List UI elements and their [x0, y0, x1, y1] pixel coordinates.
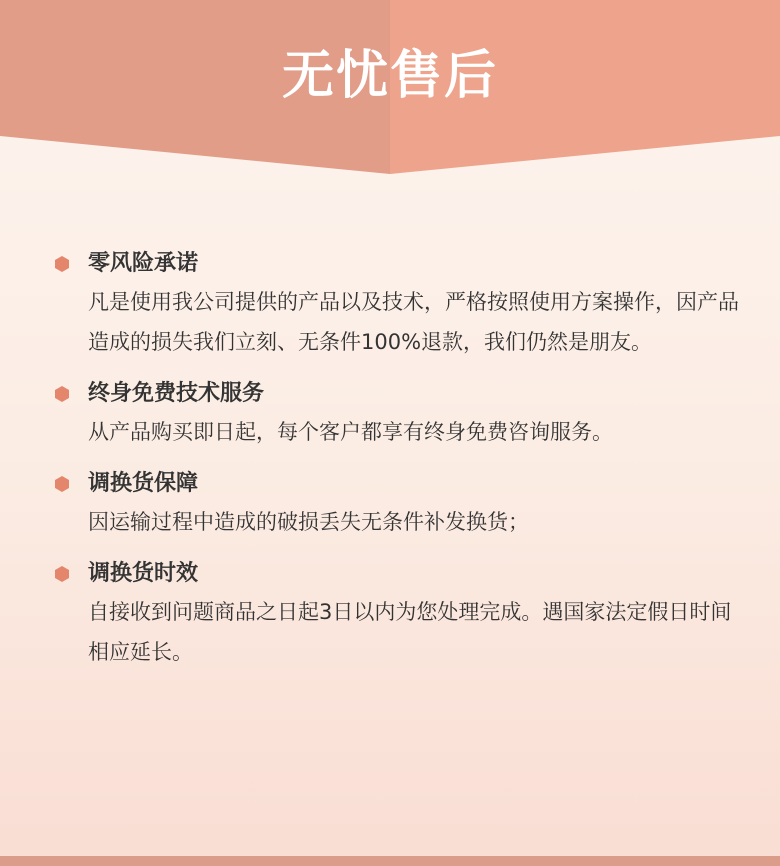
item-body: 自接收到问题商品之日起3日以内为您处理完成。遇国家法定假日时间相应延长。	[88, 600, 732, 664]
hexagon-bullet-icon	[54, 256, 70, 272]
service-list	[52, 246, 752, 672]
list-item	[52, 376, 752, 452]
item-body: 从产品购买即日起，每个客户都享有终身免费咨询服务。	[88, 420, 613, 444]
hexagon-bullet-icon	[54, 566, 70, 582]
item-title: 零风险承诺	[88, 251, 199, 276]
list-item	[52, 246, 752, 362]
item-body: 因运输过程中造成的破损丢失无条件补发换货；	[88, 510, 529, 534]
hexagon-bullet-icon	[54, 476, 70, 492]
item-title: 终身免费技术服务	[88, 381, 265, 406]
list-item	[52, 556, 752, 672]
list-item	[52, 466, 752, 542]
item-title: 调换货时效	[88, 561, 199, 586]
header-banner	[0, 0, 780, 176]
page-title: 无忧售后	[281, 46, 498, 106]
item-body: 凡是使用我公司提供的产品以及技术，严格按照使用方案操作，因产品造成的损失我们立刻、无条件100%退款，我们仍然是朋友。	[88, 290, 739, 354]
item-title: 调换货保障	[88, 471, 199, 496]
bottom-divider	[0, 856, 780, 866]
hexagon-bullet-icon	[54, 386, 70, 402]
